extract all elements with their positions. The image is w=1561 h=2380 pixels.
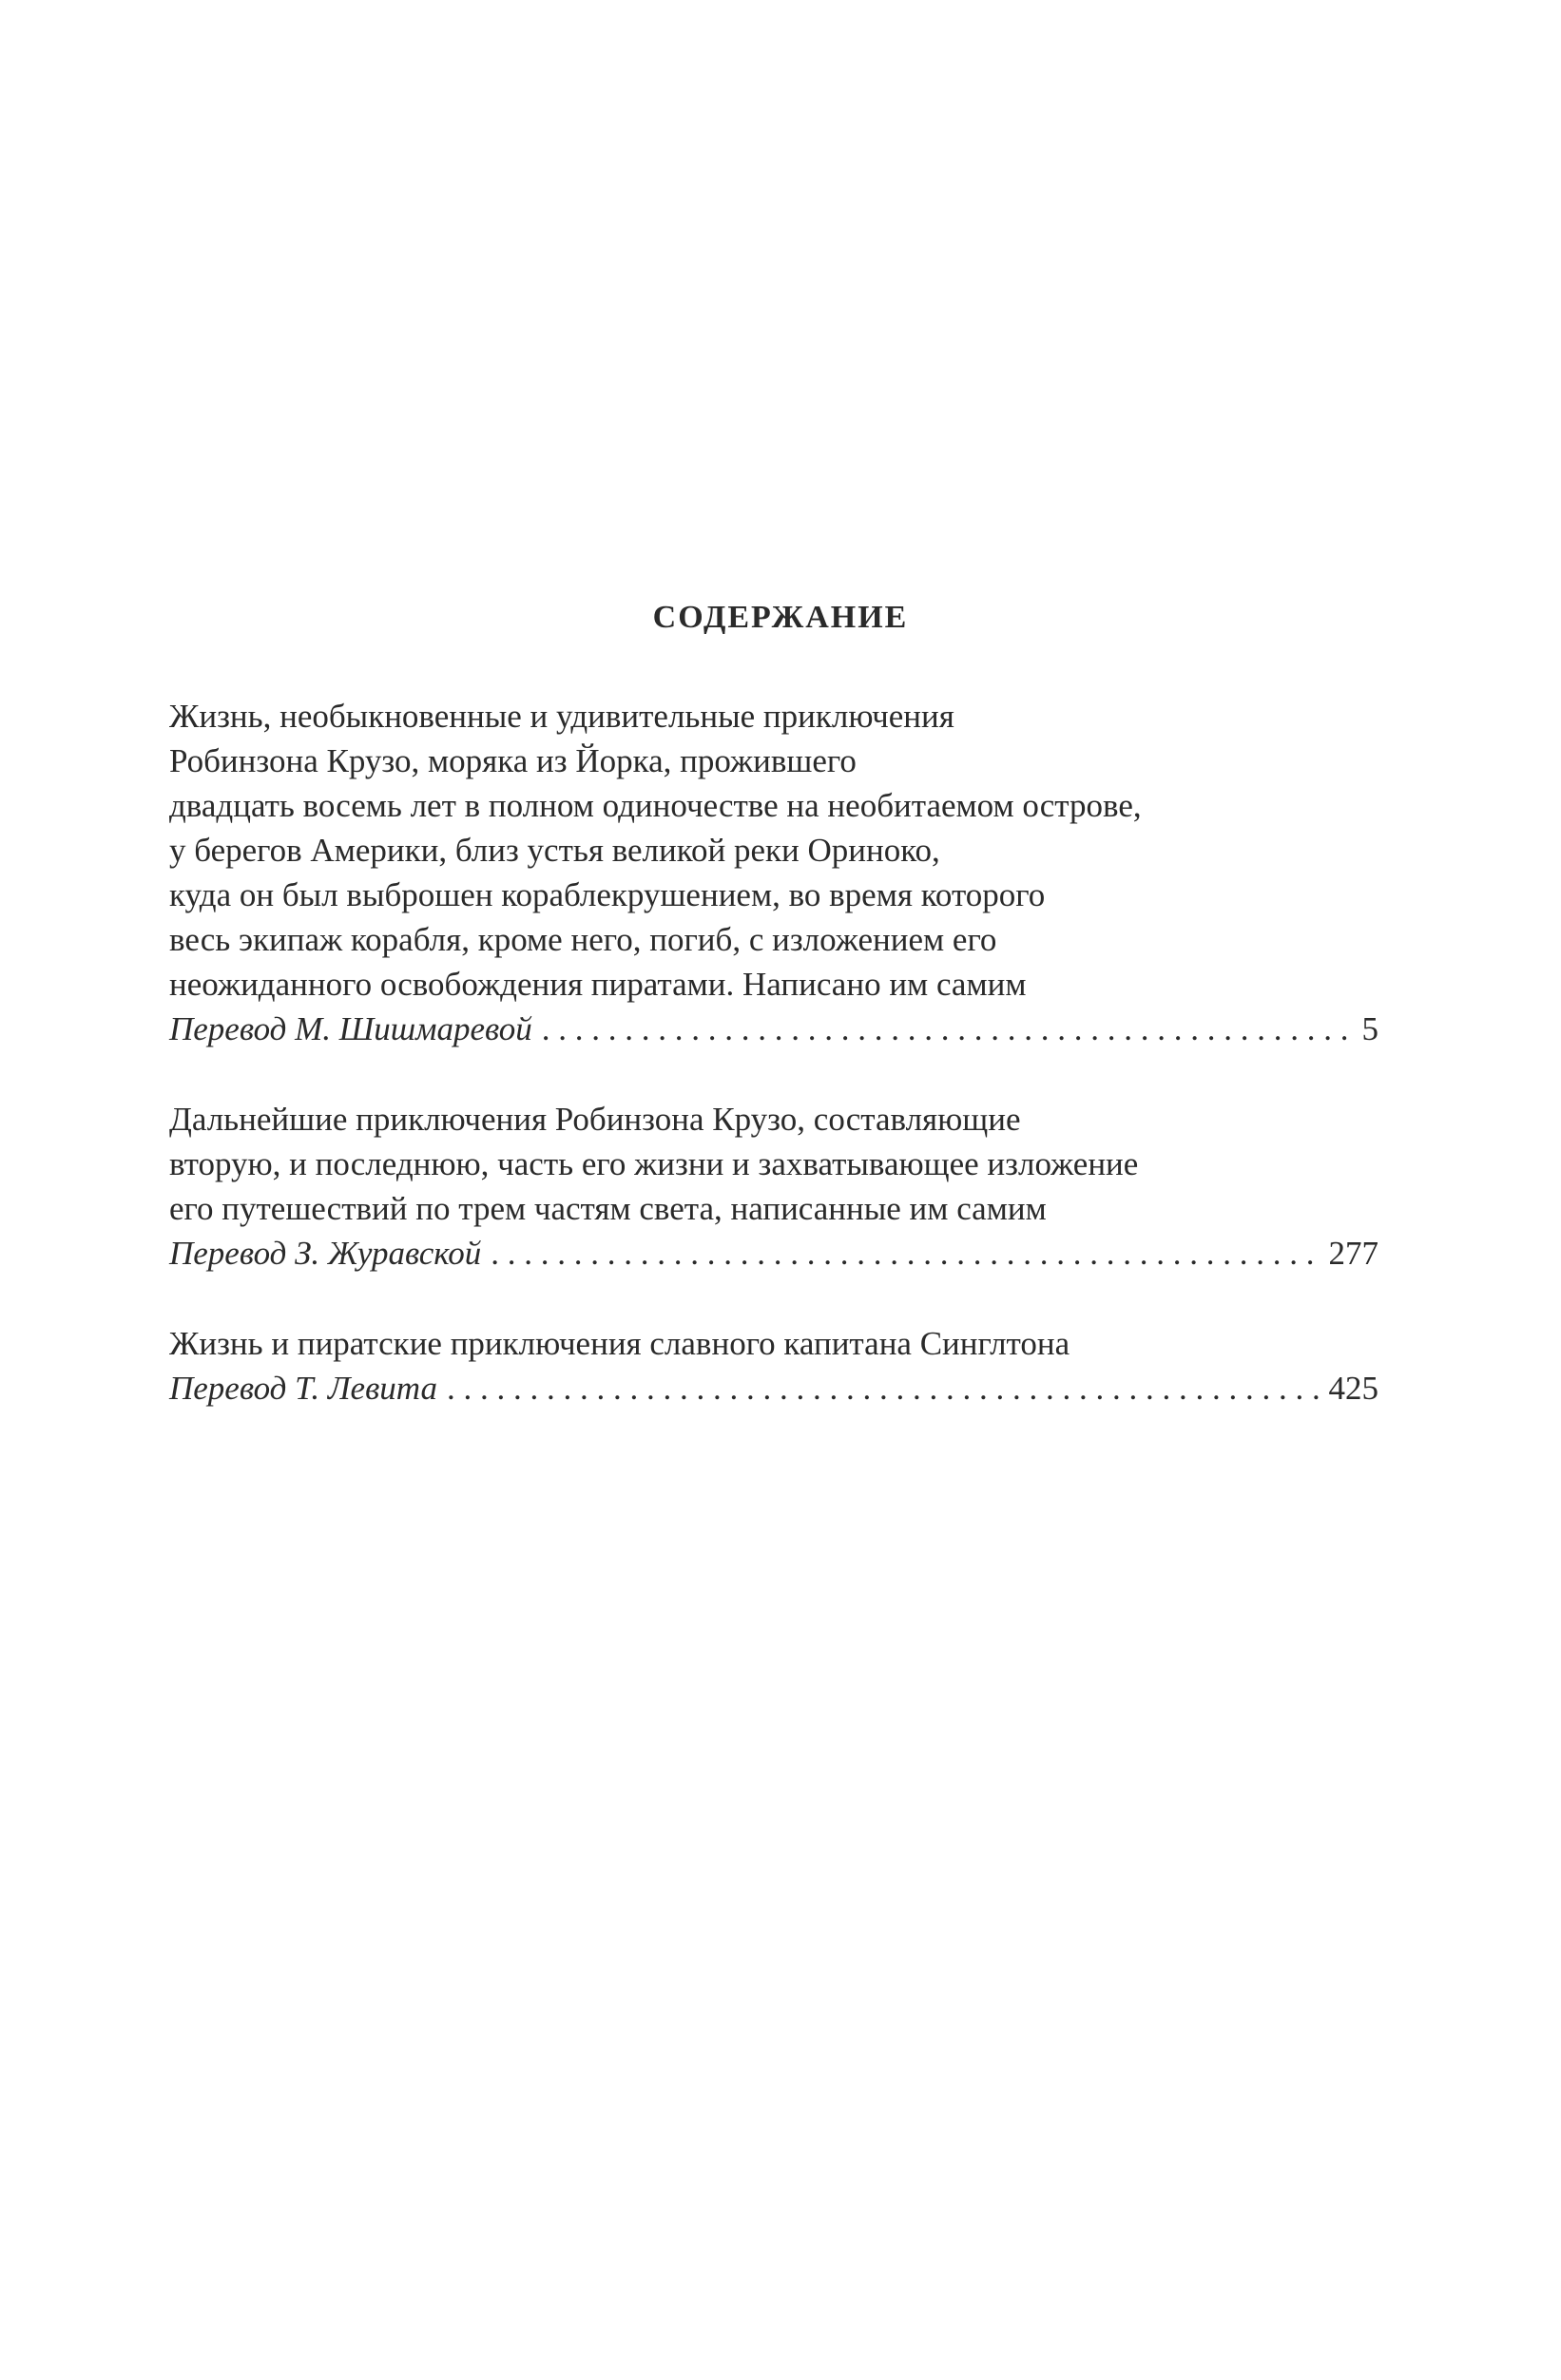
translator-row (169, 1366, 1378, 1411)
toc-entry-further-adventures (169, 1097, 1378, 1276)
entry-title-line: Дальнейшие приключения Робинзона Крузо, составляющие (169, 1101, 1021, 1138)
toc-entry-robinson-crusoe (169, 694, 1378, 1051)
entry-title-line: его путешествий по трем частям света, написанные им самим (169, 1190, 1047, 1227)
entry-title-line: вторую, и последнюю, часть его жизни и захватывающее изложение (169, 1145, 1139, 1182)
translator-row (169, 1231, 1378, 1276)
translator-credit: Перевод М. Шишмаревой (169, 1010, 532, 1047)
entry-title-line: двадцать восемь лет в полном одиночестве на необитаемом острове, (169, 787, 1142, 824)
translator-credit: Перевод Т. Левита (169, 1370, 437, 1407)
dot-leader (447, 1366, 1320, 1411)
entry-title-line: куда он был выброшен кораблекрушением, во время которого (169, 876, 1046, 913)
toc-entry-captain-singleton (169, 1321, 1378, 1411)
toc-title: СОДЕРЖАНИЕ (652, 600, 909, 635)
entry-title-line: весь экипаж корабля, кроме него, погиб, с изложением его (169, 921, 997, 958)
entry-title-line: Робинзона Крузо, моряка из Йорка, прожившего (169, 742, 857, 779)
page-number: 425 (1328, 1370, 1378, 1407)
page-number: 277 (1328, 1235, 1378, 1272)
entry-title-line: у берегов Америки, близ устья великой реки Ориноко, (169, 832, 940, 869)
page-number: 5 (1361, 1010, 1378, 1047)
dot-leader (491, 1231, 1319, 1276)
translator-row (169, 1007, 1378, 1051)
entry-title-line: неожиданного освобождения пиратами. Написано им самим (169, 966, 1027, 1003)
entry-title-line: Жизнь, необыкновенные и удивительные приключения (169, 698, 954, 735)
dot-leader (542, 1007, 1350, 1051)
toc-list (169, 694, 1378, 1456)
entry-title-line: Жизнь и пиратские приключения славного капитана Синглтона (169, 1325, 1070, 1362)
translator-credit: Перевод З. Журавской (169, 1235, 482, 1272)
